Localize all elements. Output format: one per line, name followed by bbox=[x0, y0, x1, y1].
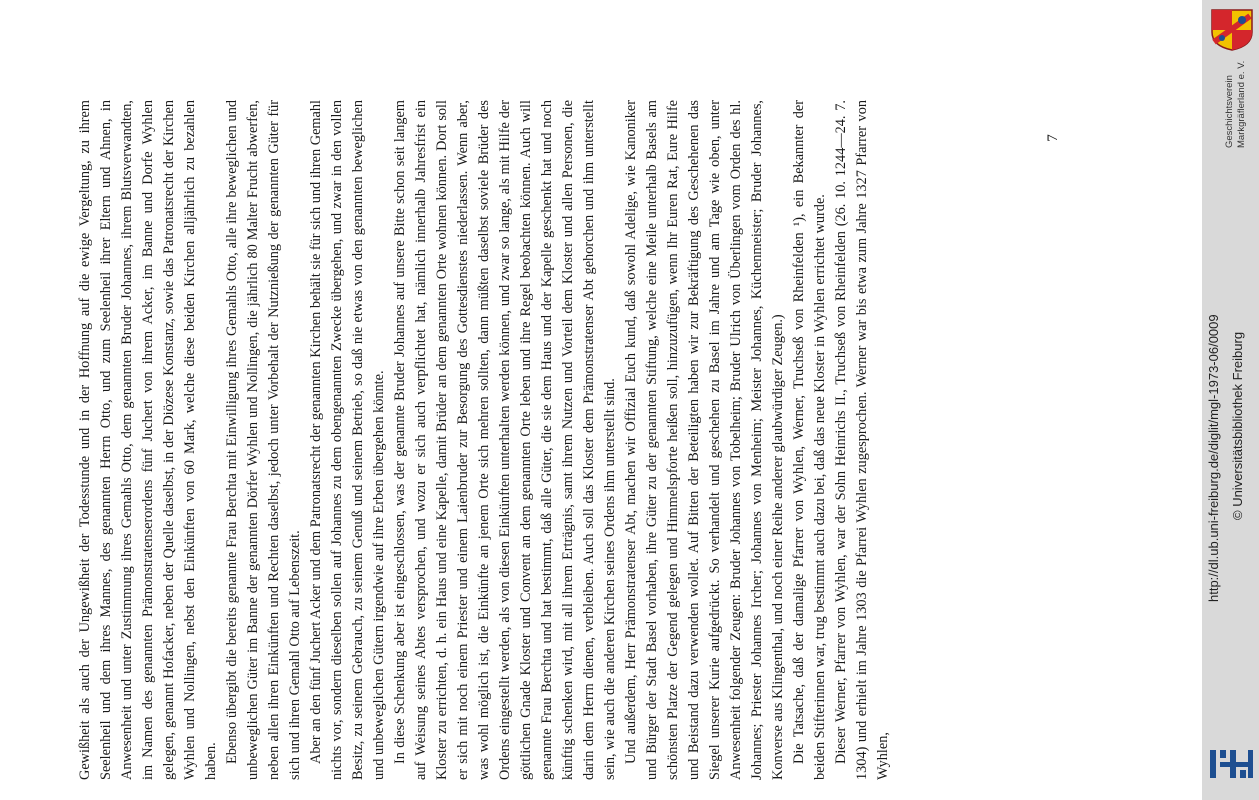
paragraph-3: Aber an den fünf Juchert Acker und dem Patronatsrecht der genannten Kirchen behält sie für sich und ihren Gemahl nichts vor, sondern dieselben sollen auf Johannes zu dem obengenannten Zwecke übergehen, und zwar in den vollen Besitz, zu seinem Gebrauch, zu seinem Genuß und seinem Betrieb, so daß nie etwas von den genannten beweglichen und unbeweglichen Gütern irgendwie auf ihre Erben übergehen könnte. bbox=[308, 100, 387, 780]
society-name-line2: Markgräflerland e. V. bbox=[1236, 60, 1247, 148]
paragraph-2: Ebenso übergibt die bereits genannte Frau Berchta mit Einwilligung ihres Gemahls Otto, alle ihre beweglichen und unbeweglichen Güter im Banne der genannten Dörfer Wyhlen und Nollingen, die jährlich 80 Malter Frucht abwerfen, neben allen ihren Einkünften und Rechten daselbst, jedoch unter Vorbehalt der Nutznießung der genannten Güter für sich und ihren Gemahl Otto auf Lebenszeit. bbox=[224, 100, 303, 780]
paragraph-6: Die Tatsache, daß der damalige Pfarrer von Wyhlen, Werner, Truchseß von Rheinfelden ¹), ein Bekannter der beiden Stifterinnen war, trug bestimmt auch dazu bei, daß das neue Kloster in Wyhlen errichtet wurde. bbox=[791, 100, 828, 780]
paragraph-4: In diese Schenkung aber ist eingeschlossen, was der genannte Bruder Johannes auf unsere Bitte schon seit langem auf Weisung seines Abtes versprochen, und wozu er sich auch verpflichtet hat, nämlich innerhalb Jahresfrist ein Kloster zu errichten, d. h. ein Haus und eine Kapelle, damit Brüder an dem genannten Orte wohnen können. Dort soll er sich mit noch einem Priester und einem Laienbruder zur Besorgung des Gottesdienstes niederlassen. Wenn aber, was wohl möglich ist, die Einkünfte an jenem Orte sich mehren sollten, dann müßten daselbst soviele Brüder des Ordens eingestellt werden, als von diesen Einkünften unterhalten werden können, und zwar so lange, als mit Hilfe der göttlichen Gnade Kloster und Convent an dem genannten Orte leben und ihre Regel beobachten können. Auch will genannte Frau Berchta und hat bestimmt, daß alle Güter, die sie dem Haus und der Kapelle geschenkt hat und noch künftig schenken wird, mit all ihrem Erträgnis, samt ihrem Nutzen und Vorteil dem Kloster und allen Personen, die darin dem Herrn dienen, verbleiben. Auch soll das Kloster dem Prämonstratenser Abt gehorchen und ihm unterstellt sein, wie auch die anderen Kirchen seines Ordens ihm unterstellt sind. bbox=[392, 100, 618, 780]
document-body-text bbox=[75, 100, 1035, 780]
copyright-notice: © Universitätsbibliothek Freiburg bbox=[1230, 331, 1245, 520]
ub-freiburg-logo-icon bbox=[1206, 748, 1256, 780]
coat-of-arms-icon bbox=[1210, 8, 1254, 52]
permalink-url[interactable]: http://dl.ub.uni-freiburg.de/diglit/mgl-1973-06/0009 bbox=[1206, 314, 1221, 602]
paragraph-1: Gewißheit als auch der Ungewißheit der Todesstunde und in der Hoffnung auf die ewige Vergeltung, zu ihrem Seelenheil und dem ihres Mannes, des genannten Herrn Otto, und zum Seelenheil ihrer Eltern und Ahnen, in Anwesenheit und unter Zustimmung ihres Gemahls Otto, dem genannten Bruder Johannes, ihrem Blutsverwandten, im Namen des genannten Prämonstratenserordens fünf Juchert von ihrem Acker, im Banne und Dorfe Wyhlen gelegen, genannt Hofacker, neben der Quelle daselbst, in der Diözese Konstanz, sowie das Patronatsrecht der Kirchen Wyhlen und Nollingen, nebst den Einkünften von 60 Mark, welche diese beiden Kirchen alljährlich zu bezahlen haben. bbox=[77, 100, 219, 780]
paragraph-5: Und außerdem, Herr Prämonstratenser Abt, machen wir Offizial Euch kund, daß sowohl Adelige, wie Kanoniker und Bürger der Stadt Basel vorhaben, ihre Güter zu der genannten Stiftung, welche eine Meile unterhalb Basels am schönsten Platze der Gegend gelegen und Himmelspforte heißen soll, hinzuzufügen, wenn Ihr Euren Rat, Eure Hilfe und Beistand dazu verwenden wollet. Auf Bitten der Beteiligten haben wir zur Bekräftigung des Geschehenen das Siegel unserer Kurie aufgedrückt. So verhandelt und geschehen zu Basel im Jahre und am Tage wie oben, unter Anwesenheit folgender Zeugen: Bruder Johannes von Tobelheim; Bruder Ulrich von Überlingen vom Orden des hl. Johannes; Priester Johannes Ircher; Johannes von Menheim; Meister Johannes, Küchenmeister; Bruder Johannes, Konverse aus Klingenthal, und noch einer Reihe anderer glaubwürdiger Zeugen.) bbox=[623, 100, 786, 780]
society-name-line1: Geschichtsverein bbox=[1224, 75, 1235, 148]
page-number: 7 bbox=[1045, 134, 1061, 142]
paragraph-7: Dieser Werner, Pfarrer von Wyhlen, war der Sohn Heinrichs II., Truchseß von Rheinfelden (26. 10. 1244—24. 7. 1304) und erhielt im Jahre 1303 die Pfarrei Wyhlen zugesprochen. Werner war bis etwa zum Jahre 1327 Pfarrer von Wyhlen, bbox=[833, 100, 891, 780]
